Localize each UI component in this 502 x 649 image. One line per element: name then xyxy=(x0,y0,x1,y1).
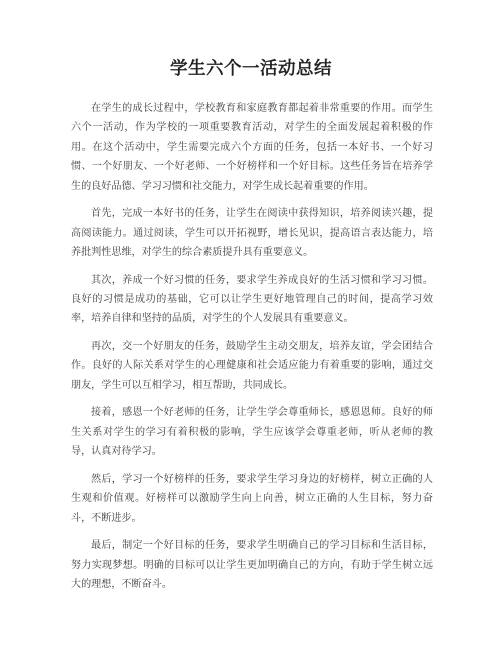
paragraph-good-goal: 最后，制定一个好目标的任务，要求学生明确自己的学习目标和生活目标，努力实现梦想。明确的目标可以让学生更加明确自己的方向，有助于学生树立远大的理想，不断奋斗。 xyxy=(71,540,433,591)
document-body xyxy=(71,99,433,603)
paragraph-good-teacher: 接着，感恩一个好老师的任务，让学生学会尊重师长，感恩恩师。良好的师生关系对学生的学习有着积极的影响，学生应该学会尊重老师，听从老师的教导，认真对待学习。 xyxy=(71,407,433,458)
paragraph-good-role-model: 然后，学习一个好榜样的任务，要求学生学习身边的好榜样，树立正确的人生观和价值观。好榜样可以激励学生向上向善，树立正确的人生目标，努力奋斗，不断进步。 xyxy=(71,473,433,524)
paragraph-good-book: 首先，完成一本好书的任务，让学生在阅读中获得知识，培养阅读兴趣，提高阅读能力。通过阅读，学生可以开拓视野，增长见识，提高语言表达能力，培养批判性思维，对学生的综合素质提升具有重要意义。 xyxy=(71,208,433,259)
document-title: 学生六个一活动总结 xyxy=(170,59,332,79)
paragraph-good-habit: 其次，养成一个好习惯的任务，要求学生养成良好的生活习惯和学习习惯。良好的习惯是成功的基础，它可以让学生更好地管理自己的时间，提高学习效率，培养自律和坚持的品质，对学生的个人发展具有重要意义。 xyxy=(71,274,433,325)
paragraph-intro: 在学生的成长过程中，学校教育和家庭教育都起着非常重要的作用。而学生六个一活动，作为学校的一项重要教育活动，对学生的全面发展起着积极的作用。在这个活动中，学生需要完成六个方面的任务，包括一本好书、一个好习惯、一个好朋友、一个好老师、一个好榜样和一个好目标。这些任务旨在培养学生的良好品德、学习习惯和社交能力，对学生成长起着重要的作用。 xyxy=(71,103,433,192)
paragraph-good-friend: 再次，交一个好朋友的任务，鼓励学生主动交朋友，培养友谊，学会团结合作。良好的人际关系对学生的心理健康和社会适应能力有着重要的影响，通过交朋友，学生可以互相学习，相互帮助，共同成长。 xyxy=(71,341,433,391)
